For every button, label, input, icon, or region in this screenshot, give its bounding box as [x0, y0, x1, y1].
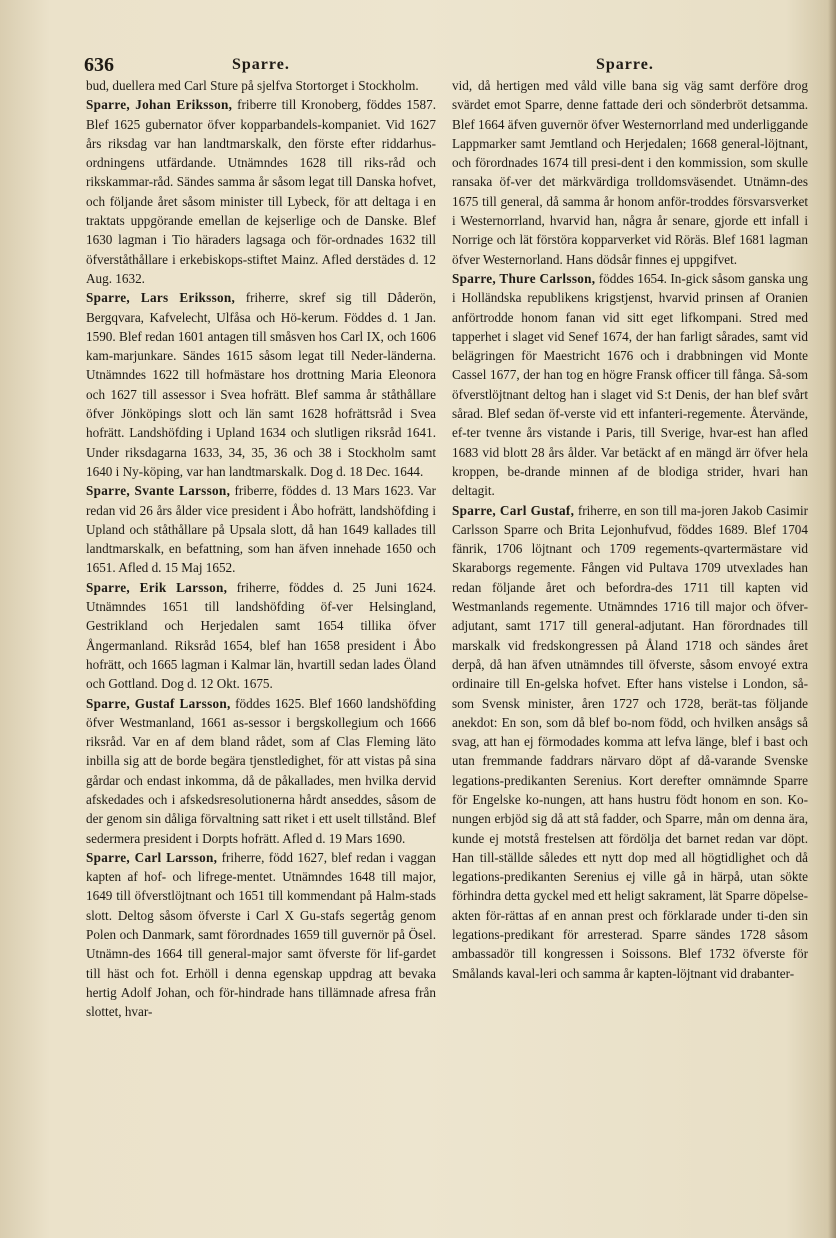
entry-name: Sparre, Erik Larsson, [86, 579, 228, 595]
entry-text: friberre till Kronoberg, föddes 1587. Blef 1625 gubernator öfver kopparbandels-kompaniet. Vid 1627 års riksdag var han landtmarskalk, den förste efter riddarhus-ordningens utfärdande. Utnämndes 1628 till riks-råd och rikskammar-råd. Sändes samma år såsom legat till Danska hofvet, och följande året såsom minister till Lybeck, för att deltaga i en traktats uppgörande emellan de kejserlige och de Danske. Blef 1630 lagman i Tio häraders lagsaga och för-ordnades 1632 till öfverståthållare i erkebiskops-stiftet Mainz. Afled derstädes d. 12 Aug. 1632. [86, 97, 436, 286]
running-head-right: Sparre. [596, 56, 654, 73]
page-number: 636 [84, 54, 114, 76]
entry-name: Sparre, Lars Eriksson, [86, 290, 236, 306]
entry-paragraph [86, 694, 436, 848]
entry-text: friherre, skref sig till Dåderön, Bergqvara, Kafvelecht, Ulfåsa och Hö-kerum. Föddes d. 1 Jan. 1590. Blef redan 1601 antagen till småsven hos Carl IX, och 1606 kam-marjunkare. Sändes 1615 såsom legat till Neder-länderna. Utnämndes 1622 till hofmästare hos drottning Maria Eleonora och 1627 till assessor i Svea hofrätt. Blef samma år ståthållare öfver Jönköpings slott och län samt 1628 hofrättsråd i Svea hofrätt. Landshöfding i Upland 1634 och slutligen riksråd 1641. Under riksdagarna 1633, 34, 35, 36 och 38 i Stockholm samt 1640 i Ny-köping, var han landtmarskalk. Dog d. 18 Dec. 1644. [86, 290, 437, 479]
entry-text: friherre, föddes d. 25 Juni 1624. Utnämndes 1651 till landshöfding öf-ver Helsingland, Gestrikland och Herjedalen samt 1654 tillika öfver Ångermanland. Riksråd 1654, blef han 1658 president i Åbo hofrätt, och 1665 lagman i Kalmar län, hvartill sedan lades Öland och Gottland. Dog d. 12 Okt. 1675. [86, 579, 437, 692]
entry-paragraph [86, 848, 436, 1022]
entry-name: Sparre, Carl Gustaf, [452, 502, 575, 518]
entry-paragraph [86, 95, 436, 288]
entry-text: föddes 1625. Blef 1660 landshöfding öfver Westmanland, 1661 as-sessor i bergskollegium och 1666 riksråd. Var en af dem bland rådet, som af Clas Fleming läto inbilla sig att de borde begära tjenstledighet, för att vistas på sina gårdar och endast inkomma, då de påkallades, men hvilka dervid afskedades och i afskedsresolutionerna hårdt anseddes, såsom de der genom sin dåliga förvaltning satt riket i ett uselt tillstånd. Blef sedermera president i Dorpts hofrätt. Afled d. 19 Mars 1690. [86, 695, 436, 846]
page-edge-shadow [828, 0, 836, 1238]
page-header [84, 54, 806, 76]
right-column [452, 76, 808, 983]
entry-text: bud, duellera med Carl Sture på sjelfva Stortorget i Stockholm. [86, 78, 419, 93]
entry-paragraph [452, 501, 808, 983]
entry-text: föddes 1654. In-gick såsom ganska ung i Holländska republikens krigstjenst, hvarvid prinsen af Oranien anförtrodde honom fanan vid sitt eget lifkompani. Stred med tapperhet i slaget vid Senef 1674, der han farligt sårades, samt vid belägringen för Maestricht 1676 och i drabbningen vid Monte Cassel 1677, der han tog en högre Fransk officer till fånga. Så-som öfverstlöjtnant deltog han i slaget vid S:t Denis, der han blef svårt sårad. Blef sedan öf-verste vid ett infanteri-regemente. Återvände, ef-ter tvenne års vistande i Paris, till Sverige, hvar-est han afled 1683 vid blott 28 års ålder. Var betäckt af en mängd ärr öfver hela kroppen, be-drande minnen af de blodiga strider, hvari han deltagit. [452, 270, 808, 499]
entry-paragraph [452, 76, 808, 269]
entry-paragraph [86, 76, 436, 95]
entry-paragraph [452, 269, 808, 501]
entry-text: friherre, född 1627, blef redan i vaggan kapten af hof- och lifrege-mentet. Utnämndes 1648 till major, 1649 till öfverstlöjtnant och 1651 till kommendant på Halm-stads slott. Deltog såsom öfverste i Carl X Gu-stafs segertåg genom Polen och Danmark, samt förordnades 1659 till guvernör på Ösel. Utnämn-des 1664 till general-major samt öfverste för lif-gardet till häst och fot. Erhöll i denna egenskap uppdrag att bevaka hertig Adolf Johan, och för-hindrade hans tillämnade afresa från slottet, hvar- [86, 849, 436, 1020]
left-column [86, 76, 436, 1022]
entry-name: Sparre, Gustaf Larsson, [86, 695, 231, 711]
entry-name: Sparre, Svante Larsson, [86, 483, 231, 499]
entry-text: friherre, en son till ma-joren Jakob Casimir Carlsson Sparre och Brita Lejonhufvud, föddes 1689. Blef 1704 fänrik, 1706 löjtnant och 1709 regements-qvartermästare vid Skaraborgs regemente. Fången vid Pultava 1709 utvexlades han redan följande året och befordra-des 1711 till kapten vid Westmanlands regemente. Utnämndes 1716 till major och öfver-adjutant, samt 1717 till general-adjutant. Han förordnades till marskalk vid fredskongressen på Åland 1718 och sändes året derpå, då han äfven utnämndes till öfverste, såsom envoyé extra ordinaire till En-gelska hofvet. Efter hans vistelse i London, så-som Svensk minister, åren 1727 och 1728, berät-tas följande anekdot: En son, som då blef bo-nom född, och hvilken ansågs så svag, att han ej förmodades komma att lefva länge, blef i bast och utan fremmande faddrars närvaro döpt af då-varande Svenske legations-predikanten Serenius. Kort derefter omnämnde Sparre för Engelske ko-nungen, att hans hustru födt honom en son. Ko-nungen erbjöd sig då att stå fadder, och Sparre, mån om denna ära, kunde ej motstå frestelsen att fördölja det barnet redan var döpt. Han till-ställde således ett nytt dop med all högtidlighet och då legations-predikanten Serenius ej ville gå in härpå, utan sökte förhindra detta gyckel med ett heligt sakrament, lät Sparre döpelse-akten för-rättas af en annan prest och förklarade under ti-den sin legations-predikant för arresterad. Sparre sändes 1728 såsom ambassadör till kongressen i Soissons. Blef 1732 öfverste för Smålands kaval-leri och samma år kapten-löjtnant vid drabanter- [452, 502, 809, 981]
entry-name: Sparre, Johan Eriksson, [86, 97, 233, 113]
entry-paragraph [86, 578, 436, 694]
entry-name: Sparre, Thure Carlsson, [452, 270, 596, 286]
running-head-left: Sparre. [232, 56, 290, 73]
entry-text: friberre, föddes d. 13 Mars 1623. Var redan vid 26 års ålder vice president i Åbo hofrätt, landshöfding i Upland och ståthållare på Upsala slott, då han 1649 kallades till landtmarskalk, en befattning, som han äfven innehade 1650 och 1651. Afled d. 15 Maj 1652. [86, 483, 437, 576]
entry-text: vid, då hertigen med våld ville bana sig väg samt derföre drog svärdet emot Sparre, denne fattade deri och sönderbröt detsamma. Blef 1664 äfven guvernör öfver Westernorrland med underliggande Lappmarker samt Jemtland och Herjedalen; 1668 general-löjtnant, och förordnades 1674 till presi-dent i den kommission, som skulle ransaka öf-ver det märkvärdiga trolldomsväsendet. Utnämn-des 1675 till general, då samma år honom anför-troddes försvarsverket i Westernorrland, hvarvid han, några år senare, gjorde ett infall i Norrige och lät förstöra kopparverket vid Röräs. Blef 1681 lagman öfver Westernorland. Hans dödsår finnes ej uppgifvet. [452, 78, 808, 267]
entry-paragraph [86, 481, 436, 577]
entry-name: Sparre, Carl Larsson, [86, 849, 218, 865]
entry-paragraph [86, 288, 436, 481]
